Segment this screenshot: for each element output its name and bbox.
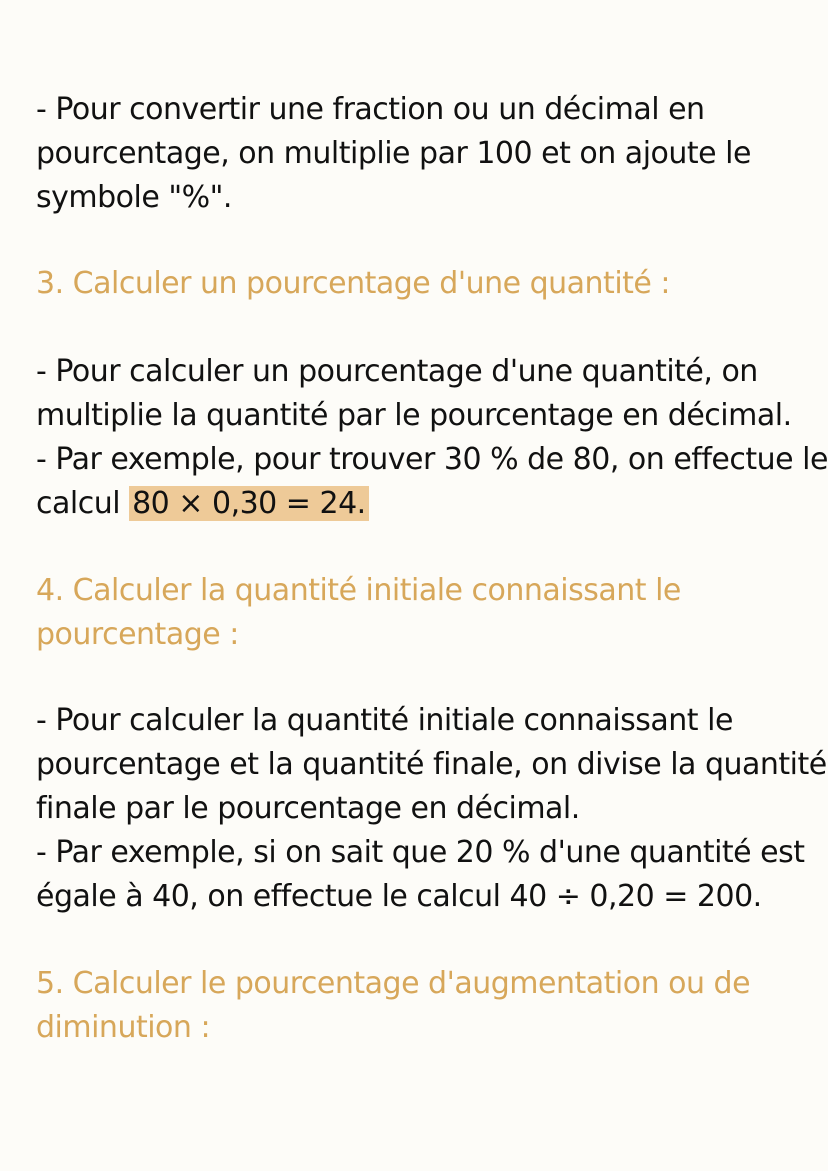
section-3-line-4	[36, 482, 796, 526]
intro-paragraph	[36, 88, 796, 220]
section-5-title-line-2: diminution :	[36, 1010, 211, 1045]
section-4-line-1: - Pour calculer la quantité initiale connaissant le	[36, 703, 733, 738]
intro-line-3: symbole "%".	[36, 180, 232, 215]
section-5-heading	[36, 962, 796, 1050]
section-3-line-1: - Pour calculer un pourcentage d'une quantité, on	[36, 354, 758, 389]
section-3-title: 3. Calculer un pourcentage d'une quantité :	[36, 266, 671, 301]
calc-prefix: calcul	[36, 486, 130, 521]
section-3-line-3: - Par exemple, pour trouver 30 % de 80, on effectue le	[36, 442, 828, 477]
section-4-line-5: égale à 40, on effectue le calcul 40 ÷ 0,20 = 200.	[36, 879, 762, 914]
section-4-line-3: finale par le pourcentage en décimal.	[36, 791, 580, 826]
section-4-paragraph	[36, 699, 827, 919]
section-5-title-line-1: 5. Calculer le pourcentage d'augmentation ou de	[36, 966, 751, 1001]
section-4-title-line-2: pourcentage :	[36, 617, 239, 652]
section-4-line-2: pourcentage et la quantité finale, on divise la quantité	[36, 747, 827, 782]
section-3-heading	[36, 262, 796, 306]
section-4-line-4: - Par exemple, si on sait que 20 % d'une quantité est	[36, 835, 805, 870]
section-3-paragraph	[36, 350, 828, 526]
intro-line-2: pourcentage, on multiplie par 100 et on ajoute le	[36, 136, 751, 171]
intro-line-1: - Pour convertir une fraction ou un décimal en	[36, 92, 705, 127]
section-4-heading	[36, 569, 796, 657]
highlighted-calculation: 80 × 0,30 = 24.	[129, 486, 369, 521]
section-4-title-line-1: 4. Calculer la quantité initiale connaissant le	[36, 573, 681, 608]
section-3-line-2: multiplie la quantité par le pourcentage en décimal.	[36, 398, 792, 433]
